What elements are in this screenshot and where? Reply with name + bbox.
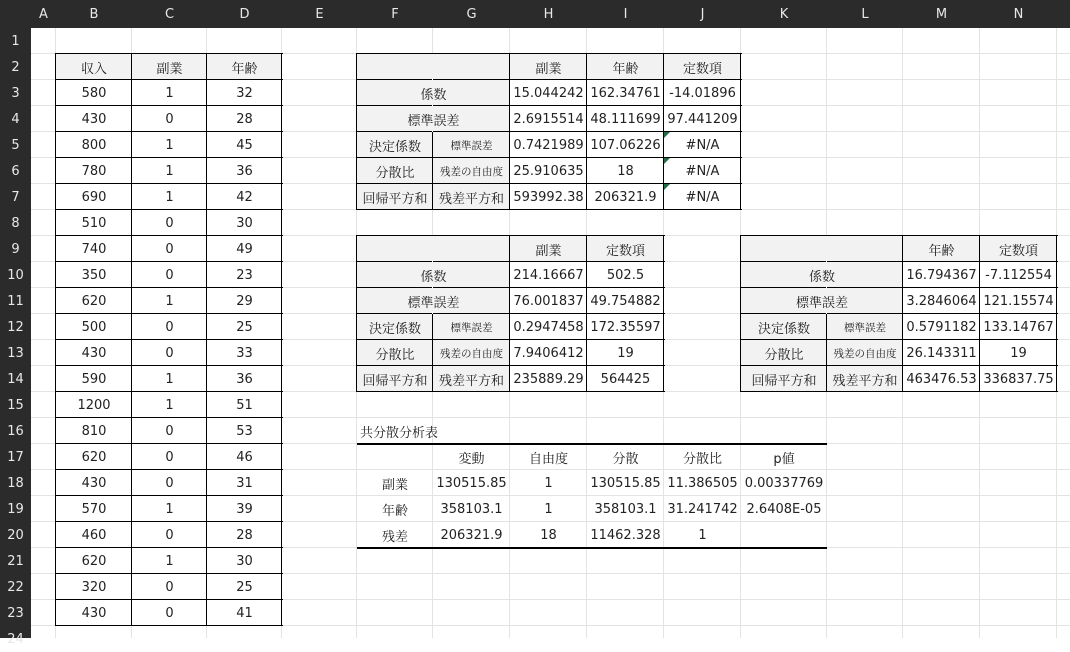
standard-error-value[interactable]: 97.441209	[667, 111, 738, 127]
column-header[interactable]: I	[623, 6, 628, 22]
row-header[interactable]: 14	[7, 371, 24, 387]
regression-column-header[interactable]: 年齢	[928, 243, 955, 259]
row-header[interactable]: 5	[11, 137, 20, 153]
standard-error-value[interactable]: 49.754882	[590, 293, 661, 309]
f-ratio-value[interactable]: 7.9406412	[513, 345, 584, 361]
se-y-value[interactable]: 107.06226	[590, 137, 661, 153]
error-indicator-icon	[664, 184, 670, 190]
data-cell[interactable]: 0	[165, 423, 174, 439]
data-cell[interactable]: 350	[81, 267, 107, 283]
regression-column-header[interactable]: 定数項	[605, 243, 645, 259]
data-cell[interactable]: 0	[165, 579, 174, 595]
label-cell-fill	[432, 236, 433, 261]
residual-df-value[interactable]: 19	[1010, 345, 1027, 361]
data-cell[interactable]: 0	[165, 319, 174, 335]
row-label-standard-error[interactable]: 標準誤差	[407, 113, 460, 129]
row-label-f-ratio[interactable]: 分散比	[764, 347, 804, 363]
data-table-header[interactable]: 年齢	[231, 61, 258, 77]
se-y-value[interactable]: 133.14767	[983, 319, 1054, 335]
ancova-value[interactable]: 206321.9	[440, 527, 503, 543]
data-cell[interactable]: 31	[236, 475, 253, 491]
r-squared-value[interactable]: 0.7421989	[513, 137, 584, 153]
coefficient-value[interactable]: 214.16667	[513, 267, 584, 283]
data-cell[interactable]: 0	[165, 215, 174, 231]
ss-regression-value[interactable]: 235889.29	[513, 371, 584, 387]
na-value[interactable]: #N/A	[685, 189, 720, 205]
standard-error-value[interactable]: 2.6915514	[513, 111, 584, 127]
ancova-value[interactable]: 0.00337769	[744, 475, 824, 491]
ancova-value[interactable]: 1	[544, 475, 553, 491]
column-header[interactable]: J	[700, 6, 705, 22]
data-cell[interactable]: 53	[236, 423, 253, 439]
data-cell[interactable]: 1	[165, 397, 174, 413]
data-cell[interactable]: 590	[81, 371, 107, 387]
data-cell[interactable]: 1	[165, 85, 174, 101]
row-header[interactable]: 3	[11, 85, 20, 101]
row-header[interactable]: 2	[11, 59, 20, 75]
row-label-residual-df[interactable]: 残差の自由度	[440, 347, 503, 360]
data-cell[interactable]: 430	[81, 345, 107, 361]
row-label-f-ratio[interactable]: 分散比	[375, 165, 415, 181]
column-header[interactable]: F	[391, 6, 399, 22]
column-header[interactable]: B	[89, 6, 99, 22]
row-header[interactable]: 1	[11, 33, 20, 49]
select-all-corner[interactable]	[0, 0, 31, 28]
row-label-ss-regression[interactable]: 回帰平方和	[751, 373, 817, 389]
ancova-value[interactable]: 358103.1	[440, 501, 503, 517]
row-header[interactable]: 23	[7, 605, 24, 621]
data-cell[interactable]: 0	[165, 241, 174, 257]
data-cell[interactable]: 1	[165, 163, 174, 179]
row-header[interactable]: 7	[11, 189, 20, 205]
data-cell[interactable]: 780	[81, 163, 107, 179]
column-header[interactable]: G	[466, 6, 477, 22]
ancova-column-header[interactable]: 自由度	[528, 451, 568, 467]
data-cell[interactable]: 36	[236, 163, 253, 179]
residual-df-value[interactable]: 19	[617, 345, 634, 361]
ancova-value[interactable]: 31.241742	[667, 501, 738, 517]
ss-regression-value[interactable]: 463476.53	[906, 371, 977, 387]
data-cell[interactable]: 1	[165, 501, 174, 517]
row-label-ss-residual[interactable]: 残差平方和	[832, 373, 898, 389]
data-cell[interactable]: 570	[81, 501, 107, 517]
ss-residual-value[interactable]: 564425	[600, 371, 651, 387]
row-label-standard-error[interactable]: 標準誤差	[407, 295, 460, 311]
data-cell[interactable]: 32	[236, 85, 253, 101]
row-label-coefficient[interactable]: 係数	[808, 269, 835, 285]
data-cell[interactable]: 33	[236, 345, 253, 361]
se-y-value[interactable]: 172.35597	[590, 319, 661, 335]
column-header[interactable]: C	[164, 6, 175, 22]
data-cell[interactable]: 39	[236, 501, 253, 517]
row-header[interactable]: 20	[7, 527, 24, 543]
residual-df-value[interactable]: 18	[617, 163, 634, 179]
na-value[interactable]: #N/A	[685, 137, 720, 153]
ancova-column-header[interactable]: 分散比	[682, 451, 722, 467]
data-cell[interactable]: 42	[236, 189, 253, 205]
row-label-r-squared[interactable]: 決定係数	[368, 321, 421, 337]
data-cell[interactable]: 23	[236, 267, 253, 283]
data-cell[interactable]: 1	[165, 553, 174, 569]
data-cell[interactable]: 500	[81, 319, 107, 335]
row-label-coefficient[interactable]: 係数	[420, 87, 447, 103]
row-label-f-ratio[interactable]: 分散比	[375, 347, 415, 363]
ancova-value[interactable]: 11462.328	[590, 527, 661, 543]
f-ratio-value[interactable]: 25.910635	[513, 163, 584, 179]
ancova-value[interactable]: 18	[540, 527, 557, 543]
row-label-residual-df[interactable]: 残差の自由度	[440, 165, 503, 178]
ancova-title[interactable]: 共分散分析表	[360, 425, 439, 441]
error-indicator-icon	[664, 132, 670, 138]
data-cell[interactable]: 430	[81, 475, 107, 491]
column-header[interactable]: D	[239, 6, 250, 22]
r-squared-value[interactable]: 0.5791182	[906, 319, 977, 335]
standard-error-value[interactable]: 3.2846064	[906, 293, 977, 309]
coefficient-value[interactable]: 16.794367	[906, 267, 977, 283]
data-cell[interactable]: 810	[81, 423, 107, 439]
ancova-row-label[interactable]: 年齢	[381, 503, 408, 519]
row-label-ss-residual[interactable]: 残差平方和	[438, 373, 504, 389]
ancova-value[interactable]: 1	[544, 501, 553, 517]
column-header[interactable]: N	[1013, 6, 1024, 22]
data-cell[interactable]: 51	[236, 397, 253, 413]
data-cell[interactable]: 0	[165, 267, 174, 283]
data-cell[interactable]: 25	[236, 319, 253, 335]
coefficient-value[interactable]: -14.01896	[669, 85, 736, 101]
data-cell[interactable]: 620	[81, 449, 107, 465]
row-header[interactable]: 17	[7, 449, 24, 465]
data-cell[interactable]: 45	[236, 137, 253, 153]
data-cell[interactable]: 1	[165, 293, 174, 309]
error-indicator-icon	[664, 158, 670, 164]
label-cell-fill	[826, 236, 827, 261]
ancova-value[interactable]: 2.6408E-05	[746, 501, 822, 517]
data-cell[interactable]: 430	[81, 605, 107, 621]
data-cell[interactable]: 800	[81, 137, 107, 153]
row-header[interactable]: 21	[7, 553, 24, 569]
regression-column-header[interactable]: 定数項	[998, 243, 1038, 259]
data-cell[interactable]: 46	[236, 449, 253, 465]
row-header[interactable]: 19	[7, 501, 24, 517]
row-label-se-y[interactable]: 標準誤差	[844, 321, 886, 334]
na-value[interactable]: #N/A	[685, 163, 720, 179]
coefficient-value[interactable]: 15.044242	[513, 85, 584, 101]
row-label-ss-residual[interactable]: 残差平方和	[438, 191, 504, 207]
column-header[interactable]: M	[935, 6, 948, 22]
ancova-value[interactable]: 11.386505	[667, 475, 738, 491]
data-cell[interactable]: 0	[165, 475, 174, 491]
data-cell[interactable]: 460	[81, 527, 107, 543]
row-header[interactable]: 9	[11, 241, 20, 257]
data-cell[interactable]: 30	[236, 215, 253, 231]
data-cell[interactable]: 0	[165, 111, 174, 127]
ancova-value[interactable]	[741, 522, 827, 548]
row-header[interactable]: 6	[11, 163, 20, 179]
regression-column-header[interactable]: 年齢	[612, 61, 639, 77]
data-cell[interactable]: 28	[236, 527, 253, 543]
ss-regression-value[interactable]: 593992.38	[513, 189, 584, 205]
standard-error-value[interactable]: 76.001837	[513, 293, 584, 309]
row-label-coefficient[interactable]: 係数	[420, 269, 447, 285]
data-table-header[interactable]: 収入	[80, 61, 107, 77]
row-label-r-squared[interactable]: 決定係数	[757, 321, 810, 337]
data-cell[interactable]: 430	[81, 111, 107, 127]
standard-error-value[interactable]: 121.15574	[983, 293, 1054, 309]
data-cell[interactable]: 690	[81, 189, 107, 205]
row-label-standard-error[interactable]: 標準誤差	[795, 295, 848, 311]
coefficient-value[interactable]: 502.5	[606, 267, 645, 283]
data-cell[interactable]: 36	[236, 371, 253, 387]
ancova-column-header[interactable]: 変動	[458, 451, 485, 467]
regression-column-header[interactable]: 副業	[535, 243, 562, 259]
row-label-ss-regression[interactable]: 回帰平方和	[362, 191, 428, 207]
ancova-row-label[interactable]: 副業	[381, 477, 408, 493]
column-header[interactable]: E	[315, 6, 324, 22]
row-header[interactable]: 10	[7, 267, 24, 283]
column-header[interactable]: A	[39, 6, 48, 22]
data-cell[interactable]: 0	[165, 605, 174, 621]
row-header[interactable]: 4	[11, 111, 20, 127]
data-cell[interactable]: 580	[81, 85, 107, 101]
column-header[interactable]: H	[543, 6, 554, 22]
r-squared-value[interactable]: 0.2947458	[513, 319, 584, 335]
column-header[interactable]: K	[779, 6, 789, 22]
data-cell[interactable]: 25	[236, 579, 253, 595]
regression-column-header[interactable]: 定数項	[682, 61, 722, 77]
data-cell[interactable]: 1	[165, 371, 174, 387]
row-label-residual-df[interactable]: 残差の自由度	[833, 347, 897, 360]
ss-residual-value[interactable]: 206321.9	[594, 189, 657, 205]
ancova-value[interactable]: 358103.1	[594, 501, 657, 517]
data-cell[interactable]: 1	[165, 137, 174, 153]
ancova-value[interactable]: 130515.85	[590, 475, 661, 491]
row-header[interactable]: 8	[11, 215, 20, 231]
data-cell[interactable]: 320	[81, 579, 107, 595]
row-header[interactable]: 11	[7, 293, 24, 309]
data-table-header[interactable]: 副業	[156, 61, 183, 77]
data-cell[interactable]: 29	[236, 293, 253, 309]
row-label-ss-regression[interactable]: 回帰平方和	[362, 373, 428, 389]
data-cell[interactable]: 0	[165, 449, 174, 465]
row-label-se-y[interactable]: 標準誤差	[450, 321, 493, 334]
data-cell[interactable]: 0	[165, 527, 174, 543]
row-header[interactable]: 16	[7, 423, 24, 439]
data-cell[interactable]: 510	[81, 215, 107, 231]
row-header[interactable]: 24	[7, 631, 24, 647]
data-cell[interactable]: 0	[165, 345, 174, 361]
data-cell[interactable]: 30	[236, 553, 253, 569]
data-cell[interactable]: 740	[81, 241, 107, 257]
row-label-se-y[interactable]: 標準誤差	[450, 139, 493, 152]
row-label-r-squared[interactable]: 決定係数	[368, 139, 421, 155]
data-cell[interactable]: 41	[236, 605, 253, 621]
data-cell[interactable]: 49	[236, 241, 253, 257]
row-header[interactable]: 22	[7, 579, 24, 595]
ancova-value[interactable]: 130515.85	[436, 475, 507, 491]
data-cell[interactable]: 620	[81, 293, 107, 309]
ancova-column-header[interactable]: 分散	[612, 451, 639, 467]
data-cell[interactable]: 1	[165, 189, 174, 205]
coefficient-value[interactable]: -7.112554	[985, 267, 1052, 283]
label-cell-fill	[432, 54, 433, 79]
regression-column-header[interactable]: 副業	[535, 61, 562, 77]
data-cell[interactable]: 28	[236, 111, 253, 127]
standard-error-value[interactable]: 48.111699	[590, 111, 661, 127]
ancova-row-label[interactable]: 残差	[381, 529, 408, 545]
f-ratio-value[interactable]: 26.143311	[906, 345, 977, 361]
coefficient-value[interactable]: 162.34761	[590, 85, 661, 101]
row-header[interactable]: 15	[7, 397, 24, 413]
ancova-value[interactable]: 1	[698, 527, 707, 543]
data-cell[interactable]: 1200	[77, 397, 111, 413]
row-header[interactable]: 18	[7, 475, 24, 491]
row-header[interactable]: 12	[7, 319, 24, 335]
row-header[interactable]: 13	[7, 345, 24, 361]
column-header[interactable]: L	[861, 6, 869, 22]
data-cell[interactable]: 620	[81, 553, 107, 569]
ss-residual-value[interactable]: 336837.75	[983, 371, 1054, 387]
ancova-column-header[interactable]: p値	[773, 451, 795, 467]
